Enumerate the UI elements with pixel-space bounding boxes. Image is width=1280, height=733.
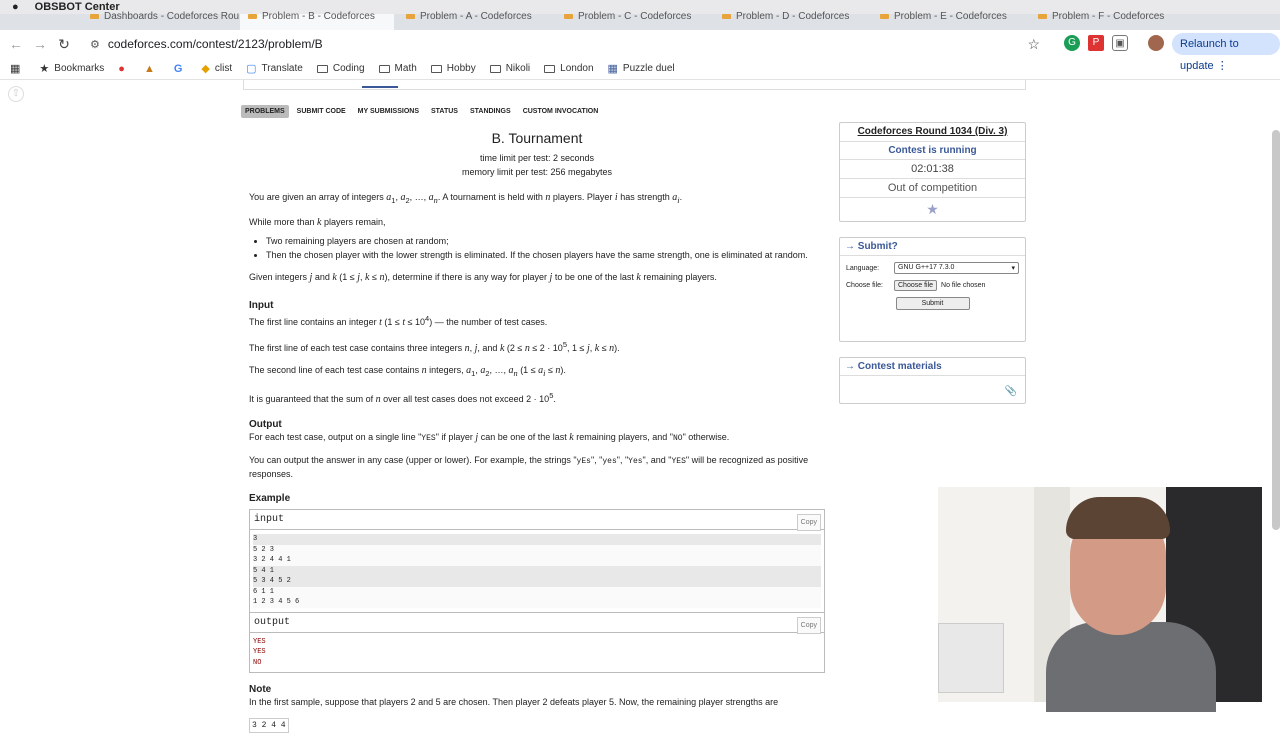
bookmark-folder-nikoli[interactable] — [490, 63, 530, 74]
codeforces-favicon-icon — [90, 14, 99, 19]
input-paragraph: It is guaranteed that the sum of n over all test cases does not exceed $2 \cdot 10^5$. — [249, 391, 556, 405]
bookmark-bookmarks[interactable] — [39, 62, 104, 75]
webcam-overlay — [938, 487, 1262, 702]
webcam-person-body — [1046, 622, 1216, 712]
competition-status: Out of competition — [840, 179, 1025, 198]
language-value: GNU G++17 7.3.0 — [898, 264, 955, 271]
bookmark-label: Hobby — [446, 63, 476, 74]
round-title-link[interactable]: Codeforces Round 1034 (Div. 3) — [840, 123, 1025, 142]
language-select[interactable] — [894, 262, 1019, 274]
bookmark-label: Nikoli — [505, 63, 531, 74]
site-info-icon[interactable]: ⚙ — [90, 38, 100, 51]
note-heading: Note — [249, 684, 272, 695]
folder-icon — [431, 65, 442, 73]
bookmark-label: London — [560, 63, 594, 74]
codeforces-favicon-icon — [248, 14, 257, 19]
sample-output-label: output — [254, 616, 291, 628]
tab-title: Dashboards - Codeforces Rou — [104, 11, 240, 22]
bookmark-label: Bookmarks — [54, 63, 105, 74]
bookmark-image-icon[interactable]: ▲ — [143, 62, 155, 75]
bookmark-folder-math[interactable] — [379, 63, 417, 74]
folder-icon — [379, 65, 390, 73]
note-array: 3 2 4 4 — [249, 718, 289, 733]
sample-line: YES — [253, 648, 266, 656]
sample-line: 3 — [253, 534, 821, 545]
submit-header[interactable]: → Submit? — [840, 238, 1025, 256]
bookmark-translate[interactable] — [246, 62, 303, 75]
browser-tab[interactable] — [1030, 11, 1184, 30]
chevron-down-icon: ▾ — [1011, 265, 1015, 272]
app-name[interactable]: OBSBOT Center — [34, 1, 120, 13]
apps-grid-icon[interactable]: ▦ — [10, 63, 21, 75]
contest-timer: 02:01:38 — [840, 160, 1025, 179]
rules-list — [266, 235, 825, 262]
example-heading: Example — [249, 493, 291, 504]
star-icon: ★ — [39, 63, 50, 75]
bookmarks-bar — [0, 58, 1280, 80]
contest-status: Contest is running — [840, 142, 1025, 160]
clist-icon: ◆ — [201, 63, 210, 75]
codeforces-favicon-icon — [722, 14, 731, 19]
sample-line: 5 4 1 — [253, 566, 821, 577]
relaunch-button[interactable]: Relaunch to update ⋮ — [1172, 33, 1280, 55]
bookmark-label: Coding — [332, 63, 365, 74]
pdf-extension-icon[interactable]: P — [1088, 35, 1104, 51]
sample-input-header — [250, 510, 824, 530]
submit-button[interactable]: Submit — [896, 297, 970, 310]
materials-header[interactable]: → Contest materials — [840, 358, 1025, 376]
sample-line: 5 3 4 5 2 — [253, 576, 821, 587]
bookmark-label: clist — [214, 63, 233, 74]
tab-title: Problem - E - Codeforces — [894, 11, 1007, 22]
address-bar[interactable] — [80, 33, 1050, 55]
bookmark-red-icon[interactable]: ● — [118, 62, 125, 75]
contest-materials-box — [839, 357, 1026, 404]
browser-tab[interactable] — [82, 11, 240, 30]
attachment-icon: 📎 — [1004, 386, 1017, 397]
forward-icon[interactable]: → — [33, 36, 47, 52]
folder-icon — [317, 65, 328, 73]
bookmark-google-icon[interactable]: G — [173, 62, 183, 75]
tab-problems[interactable]: PROBLEMS — [241, 105, 289, 118]
webcam-device — [938, 623, 1004, 693]
output-paragraph: You can output the answer in any case (upper or lower). For example, the strings "yEs", "yes", "Yes", and "YES" will be recognized as positive responses. — [249, 455, 809, 479]
language-row — [846, 262, 1019, 274]
top-menu-box — [243, 80, 1026, 90]
input-paragraph: The second line of each test case contains n integers, $a_1$, $a_2$, …, $a_n$ $(1 \le a_i \le n)$. — [249, 365, 566, 378]
sample-input-label: input — [254, 514, 285, 525]
choose-file-button[interactable]: Choose file — [894, 280, 937, 291]
legend-paragraph: Given integers j and k (1 ≤ j, k ≤ n), determine if there is any way for player j to be one of the last k remaining players. — [249, 272, 717, 283]
browser-tab[interactable] — [872, 11, 1026, 30]
bookmark-folder-coding[interactable] — [317, 63, 365, 74]
bookmark-clist[interactable] — [201, 62, 232, 75]
codeforces-favicon-icon — [406, 14, 415, 19]
translate-icon: ▢ — [246, 63, 257, 75]
tab-standings[interactable]: STANDINGS — [469, 108, 511, 115]
sample-line: 6 1 1 — [253, 587, 821, 598]
submit-box — [839, 237, 1026, 342]
tab-status[interactable]: STATUS — [431, 108, 458, 115]
webcam-person-hair — [1066, 497, 1170, 539]
memory-limit: memory limit per test: 256 megabytes — [461, 167, 613, 177]
grammarly-extension-icon[interactable]: G — [1064, 35, 1080, 51]
tab-my-submissions[interactable]: MY SUBMISSIONS — [357, 108, 419, 115]
bookmark-puzzle-duel[interactable] — [608, 62, 675, 75]
round-box — [839, 122, 1026, 222]
apple-icon[interactable]: ● — [12, 1, 19, 13]
bookmark-label: Translate — [261, 63, 303, 74]
time-limit: time limit per test: 2 seconds — [479, 153, 595, 163]
tab-title: Problem - D - Codeforces — [736, 11, 850, 22]
sample-line: YES — [253, 637, 266, 646]
folder-icon — [544, 65, 555, 73]
choose-file-label: Choose file: — [846, 282, 883, 289]
sample-output[interactable] — [250, 633, 824, 673]
problem-statement — [249, 132, 825, 733]
reload-icon[interactable]: ↻ — [58, 35, 70, 52]
tab-title: Problem - B - Codeforces — [262, 11, 375, 22]
browser-tab[interactable] — [556, 11, 710, 30]
list-item: • Then the chosen player with the lower strength is eliminated. If the chosen players have the same strength, one is eliminated at random. — [266, 249, 825, 262]
note-paragraph: In the first sample, suppose that players 2 and 5 are chosen. Then player 2 defeats player 5. Now, the remaining player strengths are — [249, 697, 779, 707]
output-paragraph: For each test case, output on a single line "YES" if player j can be one of the last k remaining players, and "NO" otherwise. — [249, 432, 730, 443]
sample-line: 1 2 3 4 5 6 — [253, 597, 821, 608]
sample-test — [249, 509, 825, 673]
codeforces-favicon-icon — [880, 14, 889, 19]
legend-paragraph: While more than k players remain, — [249, 217, 386, 228]
back-icon[interactable]: ← — [9, 36, 23, 52]
bookmark-label: Puzzle duel — [622, 63, 675, 74]
puzzle-duel-icon: ▦ — [607, 63, 618, 75]
url-text[interactable]: codeforces.com/contest/2123/problem/B — [107, 37, 323, 51]
legend-paragraph: You are given an array of integers $a_1$, $a_2$, …, $a_n$. A tournament is held with n players. Player i has strength $a_i$. — [249, 192, 683, 205]
codeforces-favicon-icon — [564, 14, 573, 19]
sample-input[interactable] — [250, 530, 824, 612]
input-heading: Input — [249, 300, 274, 311]
sample-line: 3 2 4 4 1 — [253, 555, 821, 566]
copy-input-button[interactable]: Copy — [797, 514, 821, 531]
tab-strip — [0, 11, 1280, 30]
output-heading: Output — [249, 419, 282, 430]
submit-form — [840, 256, 1025, 316]
sample-line: NO — [253, 658, 262, 667]
bookmark-star-icon[interactable]: ☆ — [1027, 36, 1040, 52]
favourite-star-icon[interactable]: ★ — [926, 201, 939, 217]
folder-icon — [490, 65, 501, 73]
tab-title: Problem - F - Codeforces — [1052, 11, 1165, 22]
tab-title: Problem - A - Codeforces — [420, 11, 532, 22]
input-paragraph: The first line contains an integer t $(1 \le t \le 10^4)$ — the number of test cases. — [249, 314, 548, 328]
page-scrollbar[interactable] — [1272, 130, 1280, 530]
second-level-menu — [241, 105, 602, 118]
sample-output-header — [250, 612, 824, 633]
profile-avatar[interactable] — [1148, 35, 1164, 51]
relaunch-label: Relaunch to update — [1180, 38, 1239, 72]
tab-submit-code[interactable]: SUBMIT CODE — [296, 108, 346, 115]
tab-title: Problem - C - Codeforces — [578, 11, 692, 22]
browser-tab[interactable] — [398, 11, 552, 30]
browser-tab-active[interactable] — [240, 11, 394, 30]
sample-line: 5 2 3 — [253, 545, 821, 556]
tab-custom-invocation[interactable]: CUSTOM INVOCATION — [522, 108, 599, 115]
problem-title: B. Tournament — [491, 130, 583, 146]
input-paragraph: The first line of each test case contains three integers n, j, and k ($2 \le n \le 2 \cdot 10^5$, 1 ≤ j, k ≤ n). — [249, 340, 620, 354]
bookmark-label: Math — [394, 63, 417, 74]
extensions-puzzle-icon[interactable]: ▣ — [1112, 35, 1128, 51]
no-file-text: No file chosen — [941, 282, 986, 289]
file-row — [846, 280, 1019, 291]
bookmark-folder-london[interactable] — [544, 63, 593, 74]
copy-output-button[interactable]: Copy — [797, 617, 821, 634]
bookmark-folder-hobby[interactable] — [431, 63, 476, 74]
active-menu-underline — [362, 86, 398, 88]
codeforces-favicon-icon — [1038, 14, 1047, 19]
list-item: • Two remaining players are chosen at random; — [266, 235, 825, 248]
scroll-up-icon[interactable]: ⇧ — [8, 86, 24, 102]
language-label: Language: — [846, 264, 880, 272]
browser-tab[interactable] — [714, 11, 868, 30]
